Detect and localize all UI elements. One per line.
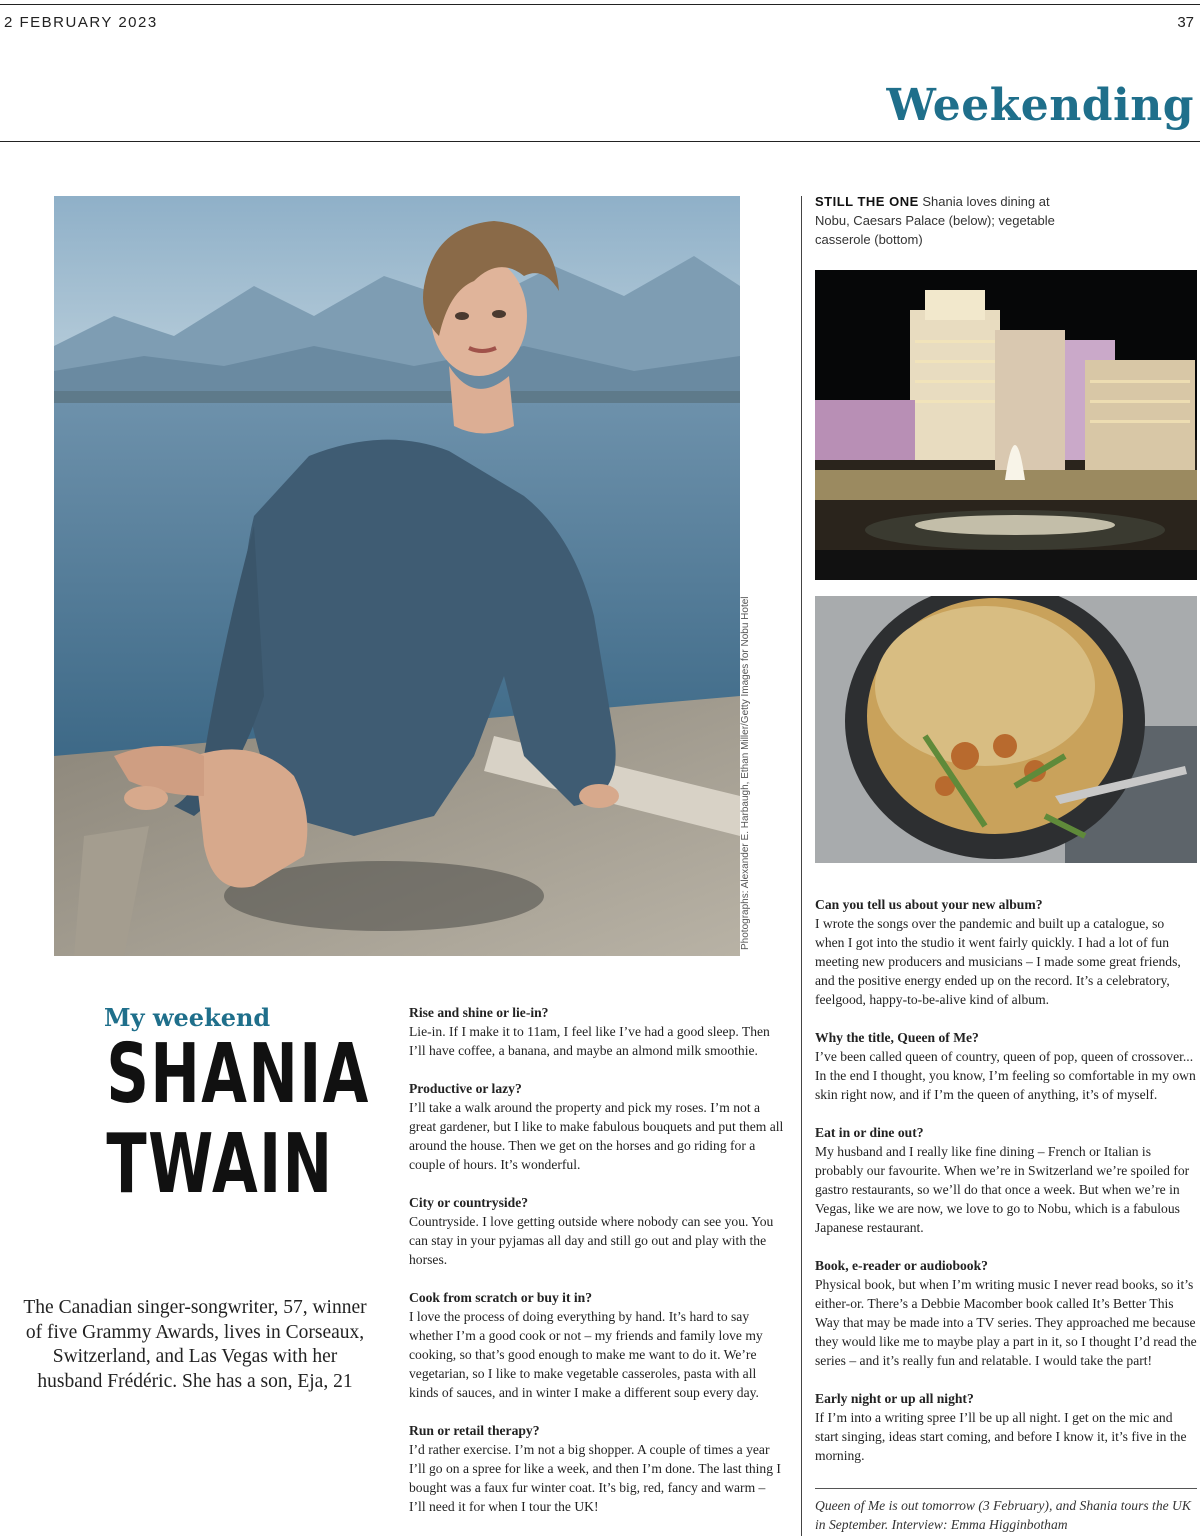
issue-date: 2 FEBRUARY 2023 bbox=[4, 14, 158, 31]
intro-kicker: My weekend bbox=[104, 1003, 271, 1032]
photo-caption bbox=[815, 192, 1055, 249]
qa-answer: I wrote the songs over the pandemic and built up a catalogue, so when I got into the studio it went fairly quickly. I had a lot of fun meeting new producers and musicians – I made some great friends, and the positive energy ended up on the record. It’s a celebratory, feelgood, happy-to-be-alive kind of album. bbox=[815, 916, 1181, 1007]
name-line-2: TWAIN bbox=[106, 1117, 334, 1212]
qa-question: Can you tell us about your new album? bbox=[815, 897, 1043, 912]
caption-text: Shania loves dining at Nobu, Caesars Palace (below); vegetable casserole (bottom) bbox=[815, 194, 1055, 247]
section-rule bbox=[0, 141, 1200, 142]
qa-column-middle bbox=[409, 1003, 784, 1535]
qa-answer: My husband and I really like fine dining – French or Italian is probably our favourite. When we’re in Switzerland we’re spoiled for gastro restaurants, so we’ll do that once a week. But when we’re in Vegas, like we are now, we love to go to Nobu, which is a fabulous Japanese restaurant. bbox=[815, 1144, 1190, 1235]
qa-answer: I’ve been called queen of country, queen of pop, queen of crossover... In the end I thought, you know, I’m feeling so comfortable in my own skin right now, and if I’m the queen of anything, it’s of myself. bbox=[815, 1049, 1196, 1102]
qa-answer: I’d rather exercise. I’m not a big shopper. A couple of times a year I’ll go on a spree for like a week, and then I’m done. The last thing I bought was a faux fur winter coat. It’s big, red, fancy and warm – I’ll need it for when I tour the UK! bbox=[409, 1442, 781, 1514]
qa-question: Cook from scratch or buy it in? bbox=[409, 1290, 593, 1305]
qa-question: City or countryside? bbox=[409, 1195, 529, 1210]
qa-question: Early night or up all night? bbox=[815, 1391, 974, 1406]
qa-column-right bbox=[815, 895, 1197, 1484]
main-photo bbox=[54, 196, 740, 956]
caption-kicker: STILL THE ONE bbox=[815, 194, 919, 209]
qa-question: Eat in or dine out? bbox=[815, 1125, 924, 1140]
vegetable-casserole-photo bbox=[815, 596, 1197, 863]
qa-answer: Lie-in. If I make it to 11am, I feel like I’ve had a good sleep. Then I’ll have coffee, a banana, and maybe an almond milk smoothie. bbox=[409, 1024, 770, 1058]
outro-rule bbox=[815, 1488, 1197, 1489]
qa-answer: I’ll take a walk around the property and pick my roses. I’m not a great gardener, but I like to make fabulous bouquets and put them all around the house. Then we get on the horses and go riding for a couple of hours. It’s wonderful. bbox=[409, 1100, 784, 1172]
qa-answer: If I’m into a writing spree I’ll be up all night. I get on the mic and start singing, ideas start coming, and before I know it, it’s five in the morning. bbox=[815, 1410, 1187, 1463]
top-rule bbox=[0, 4, 1200, 5]
qa-question: Productive or lazy? bbox=[409, 1081, 522, 1096]
qa-question: Why the title, Queen of Me? bbox=[815, 1030, 979, 1045]
qa-answer: Countryside. I love getting outside where nobody can see you. You can stay in your pyjamas all day and still go out and play with the horses. bbox=[409, 1214, 774, 1267]
qa-question: Book, e-reader or audiobook? bbox=[815, 1258, 988, 1273]
interviewee-name bbox=[106, 1027, 370, 1212]
outro-note: Queen of Me is out tomorrow (3 February), and Shania tours the UK in September. Interview: Emma Higginbotham bbox=[815, 1498, 1191, 1532]
section-title: Weekending bbox=[886, 80, 1194, 131]
column-rule bbox=[801, 196, 802, 1536]
photo-credit: Photographs: Alexander E. Harbaugh, Ethan Miller/Getty Images for Nobu Hotel bbox=[740, 596, 751, 950]
qa-question: Run or retail therapy? bbox=[409, 1423, 540, 1438]
intro-blurb: The Canadian singer-songwriter, 57, winner of five Grammy Awards, lives in Corseaux, Switzerland, and Las Vegas with her husband Frédéric. She has a son, Eja, 21 bbox=[23, 1297, 367, 1392]
qa-question: Rise and shine or lie-in? bbox=[409, 1005, 549, 1020]
qa-answer: Physical book, but when I’m writing music I never read books, so it’s either-or. There’s a Debbie Macomber book called It’s Better This Way that may be made into a TV series. They approached me because they would like me to maybe play a part in it, so I thought I’d read the series – and it’s really fun and relatable. I would take the part! bbox=[815, 1277, 1197, 1368]
name-line-1: SHANIA bbox=[106, 1027, 370, 1122]
qa-answer: I love the process of doing everything by hand. It’s hard to say whether I’m a good cook or not – my friends and family love my cooking, so that’s good enough to make me want to do it. We’re vegetarian, so I like to make vegetable casseroles, pasta with all kinds of sauces, and in winter I make a different soup every day. bbox=[409, 1309, 763, 1400]
caesars-palace-photo bbox=[815, 270, 1197, 580]
page-number: 37 bbox=[1177, 14, 1194, 31]
